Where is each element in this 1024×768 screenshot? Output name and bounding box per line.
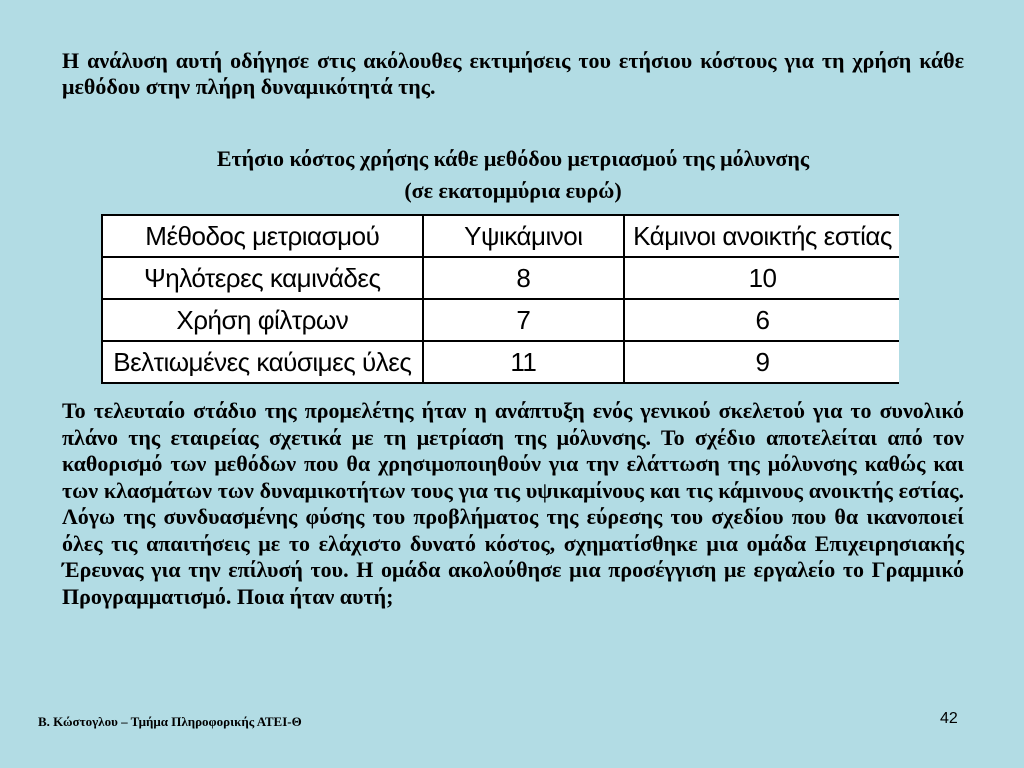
- table-row: [102, 257, 899, 299]
- header-open-hearth-furnaces: Κάμινοι ανοικτής εστίας: [624, 215, 899, 257]
- cost-table: [101, 214, 899, 384]
- body-paragraph: Το τελευταίο στάδιο της προμελέτης ήταν η ανάπτυξη ενός γενικού σκελετού για το συνολικό πλάνο της εταιρείας σχετικά με τη μετρίαση της μόλυνσης. Το σχέδιο αποτελείται από τον καθορισμό των μεθόδων που θα χρησιμοποιηθούν για την ελάττωση της μόλυνσης καθώς και των κλασμάτων των δυναμικοτήτων τους για τις υψικαμίνους και τις κάμινους ανοικτής εστίας. Λόγω της συνδυασμένης φύσης του προβλήματος της εύρεσης του σχεδίου που θα ικανοποιεί όλες τις απαιτήσεις με το ελάχιστο δυνατό κόστος, σχηματίσθηκε μια ομάδα Επιχειρησιακής Έρευνας για την επίλυσή του. Η ομάδα ακολούθησε μια προσέγγιση με εργαλείο το Γραμμικό Προγραμματισμό. Ποια ήταν αυτή;: [62, 398, 964, 609]
- row-method-cell: Χρήση φίλτρων: [102, 299, 423, 341]
- row-blast-cell: 11: [423, 341, 624, 383]
- header-method: Μέθοδος μετριασμού: [102, 215, 423, 257]
- table-row: [102, 299, 899, 341]
- row-blast-cell: 7: [423, 299, 624, 341]
- row-open-hearth-cell: 6: [624, 299, 899, 341]
- table-subtitle: (σε εκατομμύρια ευρώ): [404, 178, 622, 203]
- table-row: [102, 341, 899, 383]
- table-title: Ετήσιο κόστος χρήσης κάθε μεθόδου μετριασμού της μόλυνσης: [216, 146, 810, 171]
- table-header-row: [102, 215, 899, 257]
- table-caption: [62, 143, 964, 207]
- cost-table-container: [101, 214, 899, 384]
- intro-paragraph: Η ανάλυση αυτή οδήγησε στις ακόλουθες εκτιμήσεις του ετήσιου κόστους για τη χρήση κάθε μεθόδου στην πλήρη δυναμικότητά της.: [62, 48, 964, 99]
- page-number: 42: [940, 710, 958, 727]
- row-method-cell: Ψηλότερες καμινάδες: [102, 257, 423, 299]
- row-blast-cell: 8: [423, 257, 624, 299]
- footer-credit: Β. Κώστογλου – Τμήμα Πληροφορικής ΑΤΕΙ-Θ: [38, 714, 302, 729]
- row-open-hearth-cell: 10: [624, 257, 899, 299]
- row-open-hearth-cell: 9: [624, 341, 899, 383]
- header-blast-furnaces: Υψικάμινοι: [423, 215, 624, 257]
- row-method-cell: Βελτιωμένες καύσιμες ύλες: [102, 341, 423, 383]
